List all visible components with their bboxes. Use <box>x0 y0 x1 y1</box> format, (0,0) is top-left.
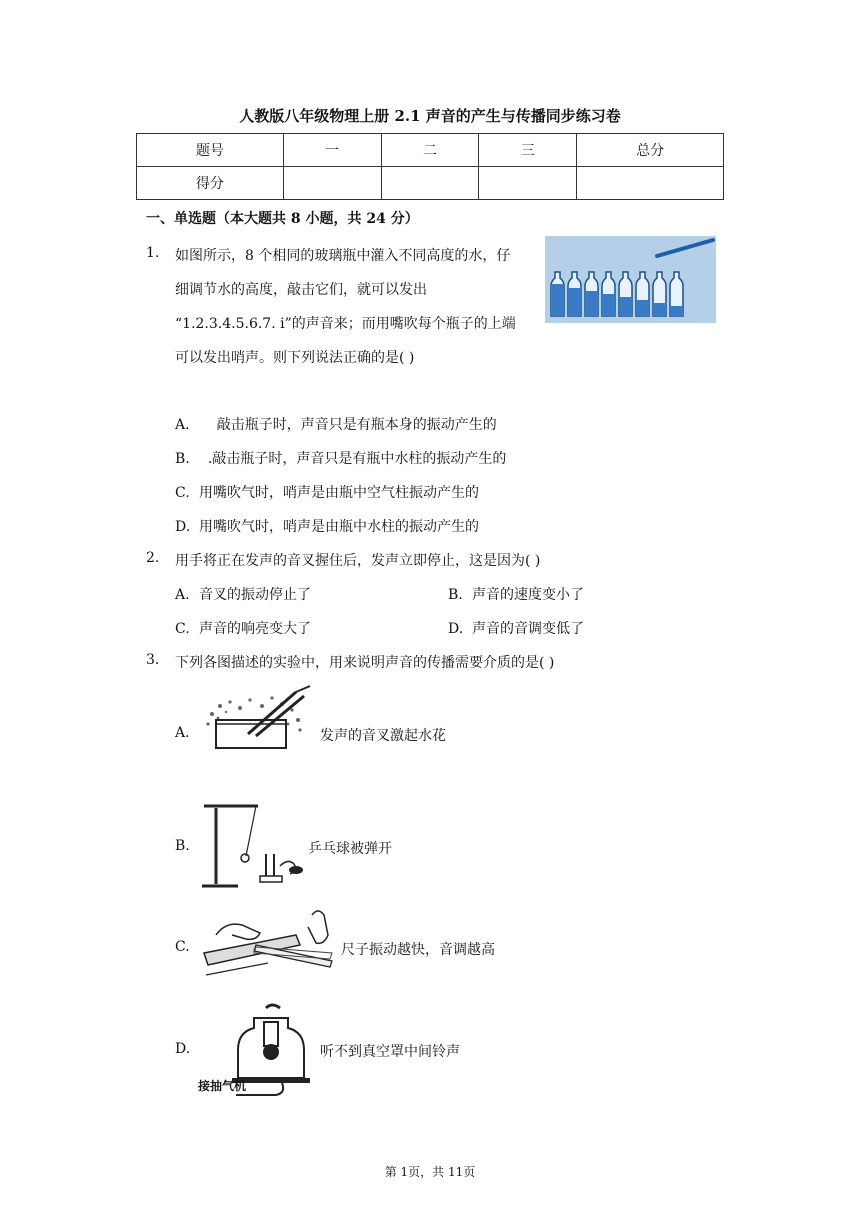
question-line: 细调节水的高度，敲击它们，就可以发出 <box>175 282 427 298</box>
q2-option-a[interactable] <box>175 584 311 604</box>
ping-pong-figure <box>198 796 306 892</box>
question-number: 2. <box>146 550 160 566</box>
option-text: 音叉的振动停止了 <box>199 587 311 603</box>
option-letter: B. <box>448 587 463 603</box>
figure-caption: 尺子振动越快，音调越高 <box>341 942 495 958</box>
page-footer: 第 1页，共 11页 <box>384 1165 476 1179</box>
option-text: 声音的音调变低了 <box>472 621 584 637</box>
q2-option-c[interactable] <box>175 618 311 638</box>
score-header-cell: 总分 <box>577 134 724 167</box>
section-heading: 一、单选题（本大题共 8 小题，共 24 分） <box>146 211 419 227</box>
option-letter: D. <box>175 519 191 535</box>
option-letter: A. <box>175 725 190 741</box>
option-letter: C. <box>175 939 190 955</box>
question-line: 可以发出哨声。则下列说法正确的是( ) <box>175 350 415 366</box>
q2-option-b[interactable] <box>448 584 584 604</box>
option-text: 敲击瓶子时，声音只是有瓶本身的振动产生的 <box>199 417 497 433</box>
option-text: 声音的响亮变大了 <box>199 621 311 637</box>
score-row-label: 得分 <box>137 167 284 200</box>
q1-option-b[interactable] <box>175 448 506 468</box>
figure-caption: 发声的音叉激起水花 <box>320 728 446 744</box>
score-cell[interactable] <box>577 167 724 200</box>
q3-option-a[interactable] <box>175 725 199 741</box>
ruler-figure <box>196 905 341 987</box>
question-stem: 用手将正在发声的音叉握住后，发声立即停止，这是因为( ) <box>175 553 541 569</box>
score-header-cell: 三 <box>479 134 577 167</box>
option-letter: C. <box>175 485 190 501</box>
q1-option-a[interactable] <box>175 414 497 434</box>
question-line: 如图所示，8 个相同的玻璃瓶中灌入不同高度的水，仔 <box>175 248 511 264</box>
question-number: 1. <box>146 245 160 261</box>
vacuum-jar-figure <box>196 1000 318 1098</box>
q3-option-b[interactable] <box>175 838 199 854</box>
figure-caption: 乒乓球被弹开 <box>308 841 392 857</box>
score-header-cell: 一 <box>283 134 381 167</box>
question-number: 3. <box>146 652 160 668</box>
option-letter: A. <box>175 587 190 603</box>
score-table-header-row <box>137 134 724 167</box>
bottles-figure <box>545 236 716 323</box>
figure-caption: 听不到真空罩中间铃声 <box>320 1044 460 1060</box>
option-letter: A. <box>175 417 190 433</box>
score-cell[interactable] <box>283 167 381 200</box>
score-cell[interactable] <box>479 167 577 200</box>
tuning-fork-water-figure <box>200 684 312 754</box>
score-header-cell: 题号 <box>137 134 284 167</box>
option-letter: C. <box>175 621 190 637</box>
option-text: 声音的速度变小了 <box>472 587 584 603</box>
score-header-cell: 二 <box>381 134 479 167</box>
option-letter: D. <box>448 621 464 637</box>
option-text: .敲击瓶子时，声音只是有瓶中水柱的振动产生的 <box>199 451 507 467</box>
page-title: 人教版八年级物理上册 2.1 声音的产生与传播同步练习卷 <box>239 107 621 125</box>
option-text: 用嘴吹气时，哨声是由瓶中水柱的振动产生的 <box>199 519 479 535</box>
option-letter: B. <box>175 451 190 467</box>
question-stem: 下列各图描述的实验中，用来说明声音的传播需要介质的是( ) <box>175 655 555 671</box>
vacuum-pump-label: 接抽气机 <box>198 1079 247 1093</box>
score-table-score-row <box>137 167 724 200</box>
option-text: 用嘴吹气时，哨声是由瓶中空气柱振动产生的 <box>199 485 479 501</box>
q2-option-d[interactable] <box>448 618 584 638</box>
score-cell[interactable] <box>381 167 479 200</box>
option-letter: B. <box>175 838 190 854</box>
q1-option-c[interactable] <box>175 482 479 502</box>
option-letter: D. <box>175 1041 191 1057</box>
score-table <box>136 133 724 200</box>
question-line: “1.2.3.4.5.6.7. i”的声音来；而用嘴吹每个瓶子的上端 <box>175 316 516 332</box>
q1-option-d[interactable] <box>175 516 479 536</box>
